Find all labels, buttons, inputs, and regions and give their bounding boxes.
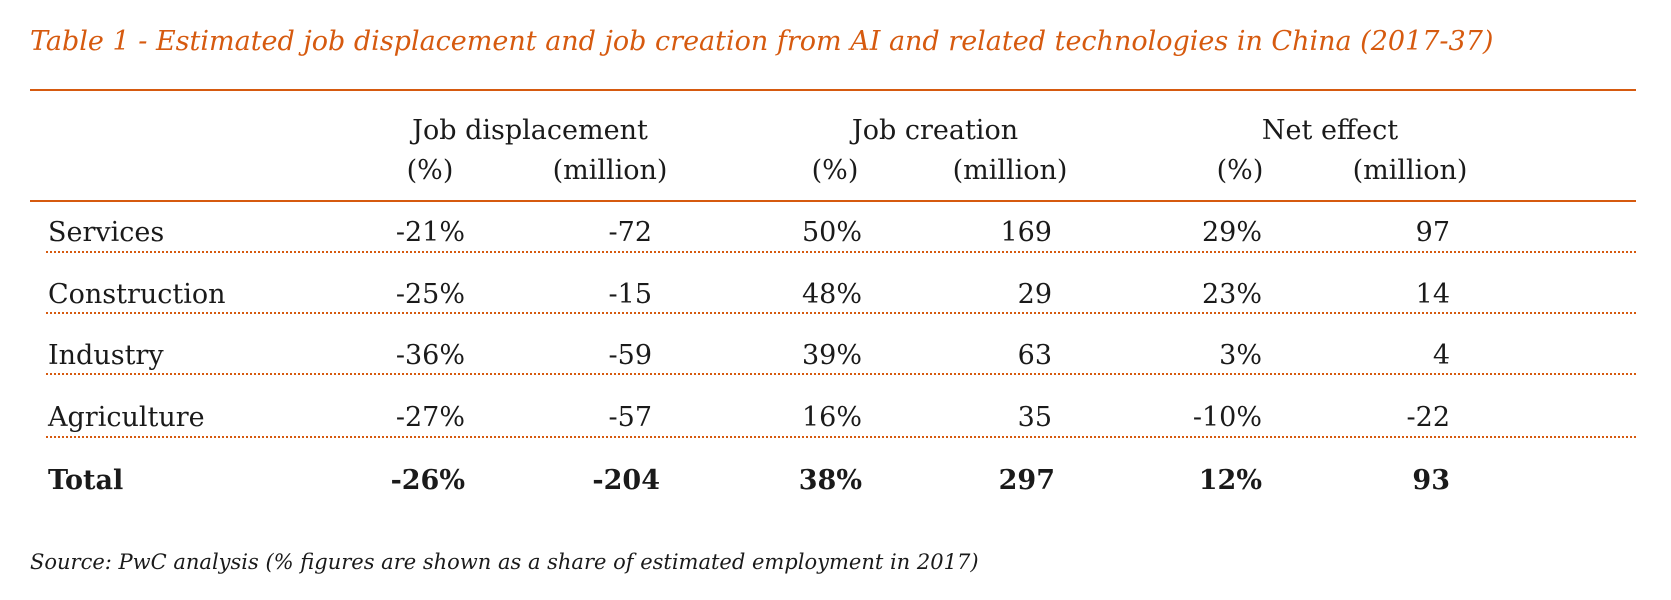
creation-pct-cell: 48% <box>801 279 862 310</box>
group-header-job-creation: Job creation <box>851 115 1019 146</box>
row-label: Services <box>48 217 165 248</box>
net-million-cell: 97 <box>1415 217 1450 248</box>
net-pct-cell: 29% <box>1201 217 1262 248</box>
group-header-job-displacement: Job displacement <box>412 115 648 146</box>
total-displacement-pct-cell: -26% <box>390 465 465 496</box>
row-separator <box>46 373 1636 375</box>
displacement-pct-cell: -25% <box>395 279 465 310</box>
source-note: Source: PwC analysis (% figures are shown as a share of estimated employment in 2017) <box>30 550 979 574</box>
total-displacement-million-cell: -204 <box>592 465 660 496</box>
total-label: Total <box>48 465 124 496</box>
group-header-net-effect: Net effect <box>1261 115 1399 146</box>
displacement-pct-cell: -36% <box>395 340 465 371</box>
creation-pct-cell: 39% <box>801 340 862 371</box>
net-million-cell: -22 <box>1406 402 1450 433</box>
net-pct-cell: -10% <box>1192 402 1262 433</box>
unit-header-net-million: (million) <box>1352 155 1468 186</box>
title-rule <box>30 89 1636 91</box>
header-rule <box>30 200 1636 202</box>
displacement-million-cell: -57 <box>608 402 652 433</box>
row-label: Industry <box>48 340 164 371</box>
total-net-million-cell: 93 <box>1412 465 1450 496</box>
creation-pct-cell: 50% <box>801 217 862 248</box>
creation-million-cell: 169 <box>1000 217 1052 248</box>
table-title: Table 1 - Estimated job displacement and job creation from AI and related technologies in China (2017-37) <box>30 26 1494 57</box>
unit-header-net-pct: (%) <box>1216 155 1264 186</box>
net-pct-cell: 3% <box>1219 340 1262 371</box>
total-net-pct-cell: 12% <box>1198 465 1262 496</box>
row-label: Agriculture <box>48 402 205 433</box>
creation-million-cell: 63 <box>1017 340 1052 371</box>
creation-million-cell: 35 <box>1017 402 1052 433</box>
row-separator <box>46 436 1636 438</box>
displacement-pct-cell: -27% <box>395 402 465 433</box>
displacement-million-cell: -15 <box>608 279 652 310</box>
total-creation-million-cell: 297 <box>998 465 1055 496</box>
unit-header-displacement-million: (million) <box>552 155 668 186</box>
unit-header-creation-million: (million) <box>952 155 1068 186</box>
displacement-million-cell: -59 <box>608 340 652 371</box>
unit-header-displacement-pct: (%) <box>406 155 454 186</box>
creation-million-cell: 29 <box>1017 279 1052 310</box>
net-pct-cell: 23% <box>1201 279 1262 310</box>
row-separator <box>46 312 1636 314</box>
row-separator <box>46 251 1636 253</box>
unit-header-creation-pct: (%) <box>811 155 859 186</box>
row-label: Construction <box>48 279 226 310</box>
net-million-cell: 14 <box>1415 279 1450 310</box>
creation-pct-cell: 16% <box>801 402 862 433</box>
net-million-cell: 4 <box>1432 340 1450 371</box>
displacement-million-cell: -72 <box>608 217 652 248</box>
displacement-pct-cell: -21% <box>395 217 465 248</box>
total-creation-pct-cell: 38% <box>798 465 862 496</box>
